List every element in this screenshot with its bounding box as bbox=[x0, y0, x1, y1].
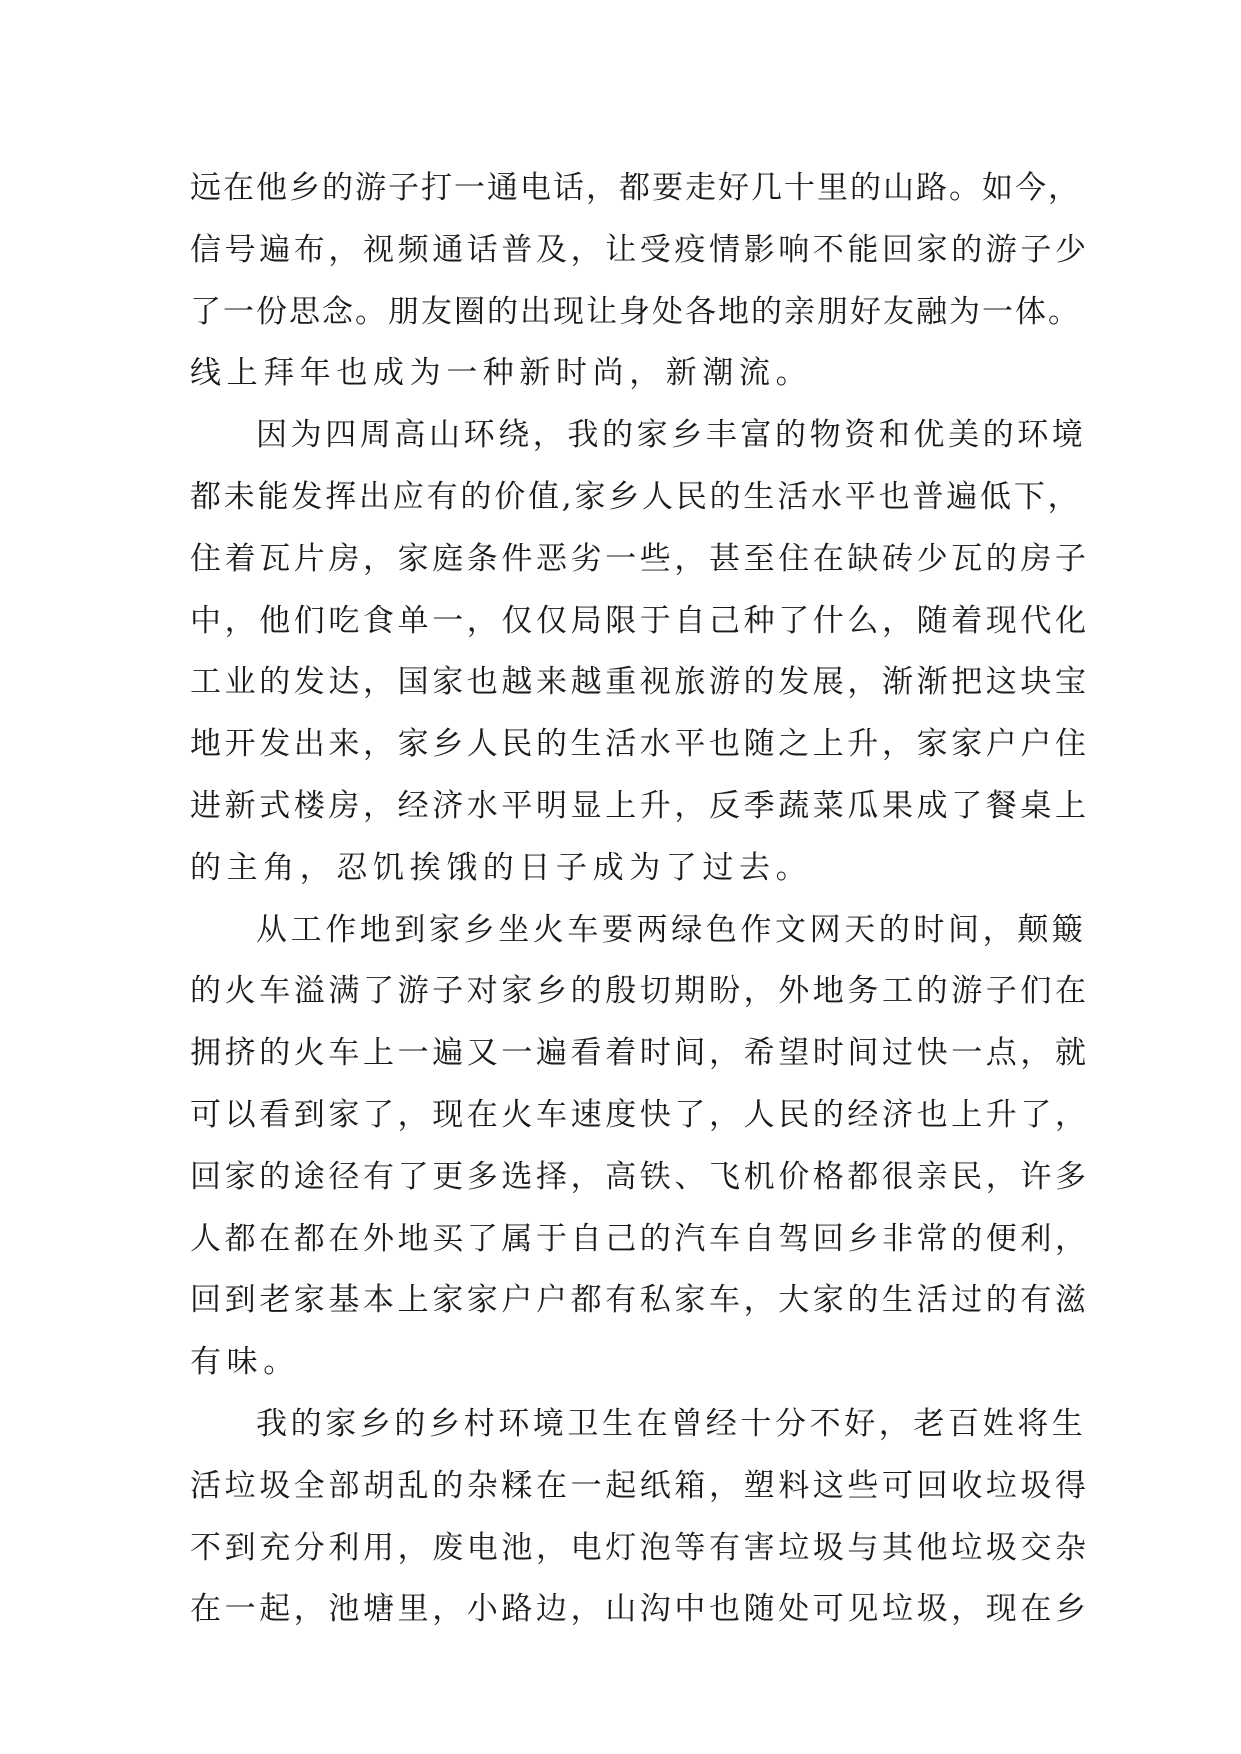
text-line: 远在他乡的游子打一通电话，都要走好几十里的山路。如今， bbox=[190, 170, 1081, 206]
text-line: 有味。 bbox=[190, 1344, 300, 1381]
text-line: 工业的发达，国家也越来越重视旅游的发展，渐渐把这块宝 bbox=[190, 664, 1090, 701]
text-line: 中，他们吃食单一，仅仅局限于自己种了什么，随着现代化 bbox=[190, 602, 1090, 639]
text-line: 地开发出来，家乡人民的生活水平也随之上升，家家户户住 bbox=[190, 726, 1090, 763]
text-line: 可以看到家了，现在火车速度快了，人民的经济也上升了， bbox=[190, 1096, 1090, 1133]
text-line: 了一份思念。朋友圈的出现让身处各地的亲朋好友融为一体。 bbox=[190, 293, 1081, 330]
text-line: 拥挤的火车上一遍又一遍看着时间，希望时间过快一点，就 bbox=[190, 1035, 1090, 1072]
text-line: 活垃圾全部胡乱的杂糅在一起纸箱，塑料这些可回收垃圾得 bbox=[190, 1467, 1090, 1504]
text-line: 的主角，忍饥挨饿的日子成为了过去。 bbox=[190, 849, 813, 886]
text-line: 进新式楼房，经济水平明显上升，反季蔬菜瓜果成了餐桌上 bbox=[190, 787, 1090, 824]
text-line: 都未能发挥出应有的价值,家乡人民的生活水平也普遍低下， bbox=[190, 478, 1082, 515]
text-line: 回到老家基本上家家户户都有私家车，大家的生活过的有滋 bbox=[190, 1282, 1090, 1319]
text-line: 的火车溢满了游子对家乡的殷切期盼，外地务工的游子们在 bbox=[190, 973, 1090, 1010]
body-text bbox=[190, 158, 1090, 1641]
text-line: 人都在都在外地买了属于自己的汽车自驾回乡非常的便利， bbox=[190, 1220, 1090, 1257]
text-line: 不到充分利用，废电池，电灯泡等有害垃圾与其他垃圾交杂 bbox=[190, 1529, 1090, 1566]
text-line: 回家的途径有了更多选择，高铁、飞机价格都很亲民，许多 bbox=[190, 1158, 1090, 1195]
text-line: 住着瓦片房，家庭条件恶劣一些，甚至住在缺砖少瓦的房子 bbox=[190, 540, 1090, 577]
paragraph-first-line: 我的家乡的乡村环境卫生在曾经十分不好，老百姓将生 bbox=[256, 1405, 1087, 1442]
text-line: 在一起，池塘里，小路边，山沟中也随处可见垃圾，现在乡 bbox=[190, 1591, 1090, 1628]
paragraph-first-line: 因为四周高山环绕，我的家乡丰富的物资和优美的环境 bbox=[256, 417, 1087, 454]
paragraph-first-line: 从工作地到家乡坐火车要两绿色作文网天的时间，颠簸 bbox=[256, 911, 1087, 948]
text-line: 线上拜年也成为一种新时尚，新潮流。 bbox=[190, 355, 813, 392]
text-line: 信号遍布，视频通话普及，让受疫情影响不能回家的游子少 bbox=[190, 231, 1090, 268]
